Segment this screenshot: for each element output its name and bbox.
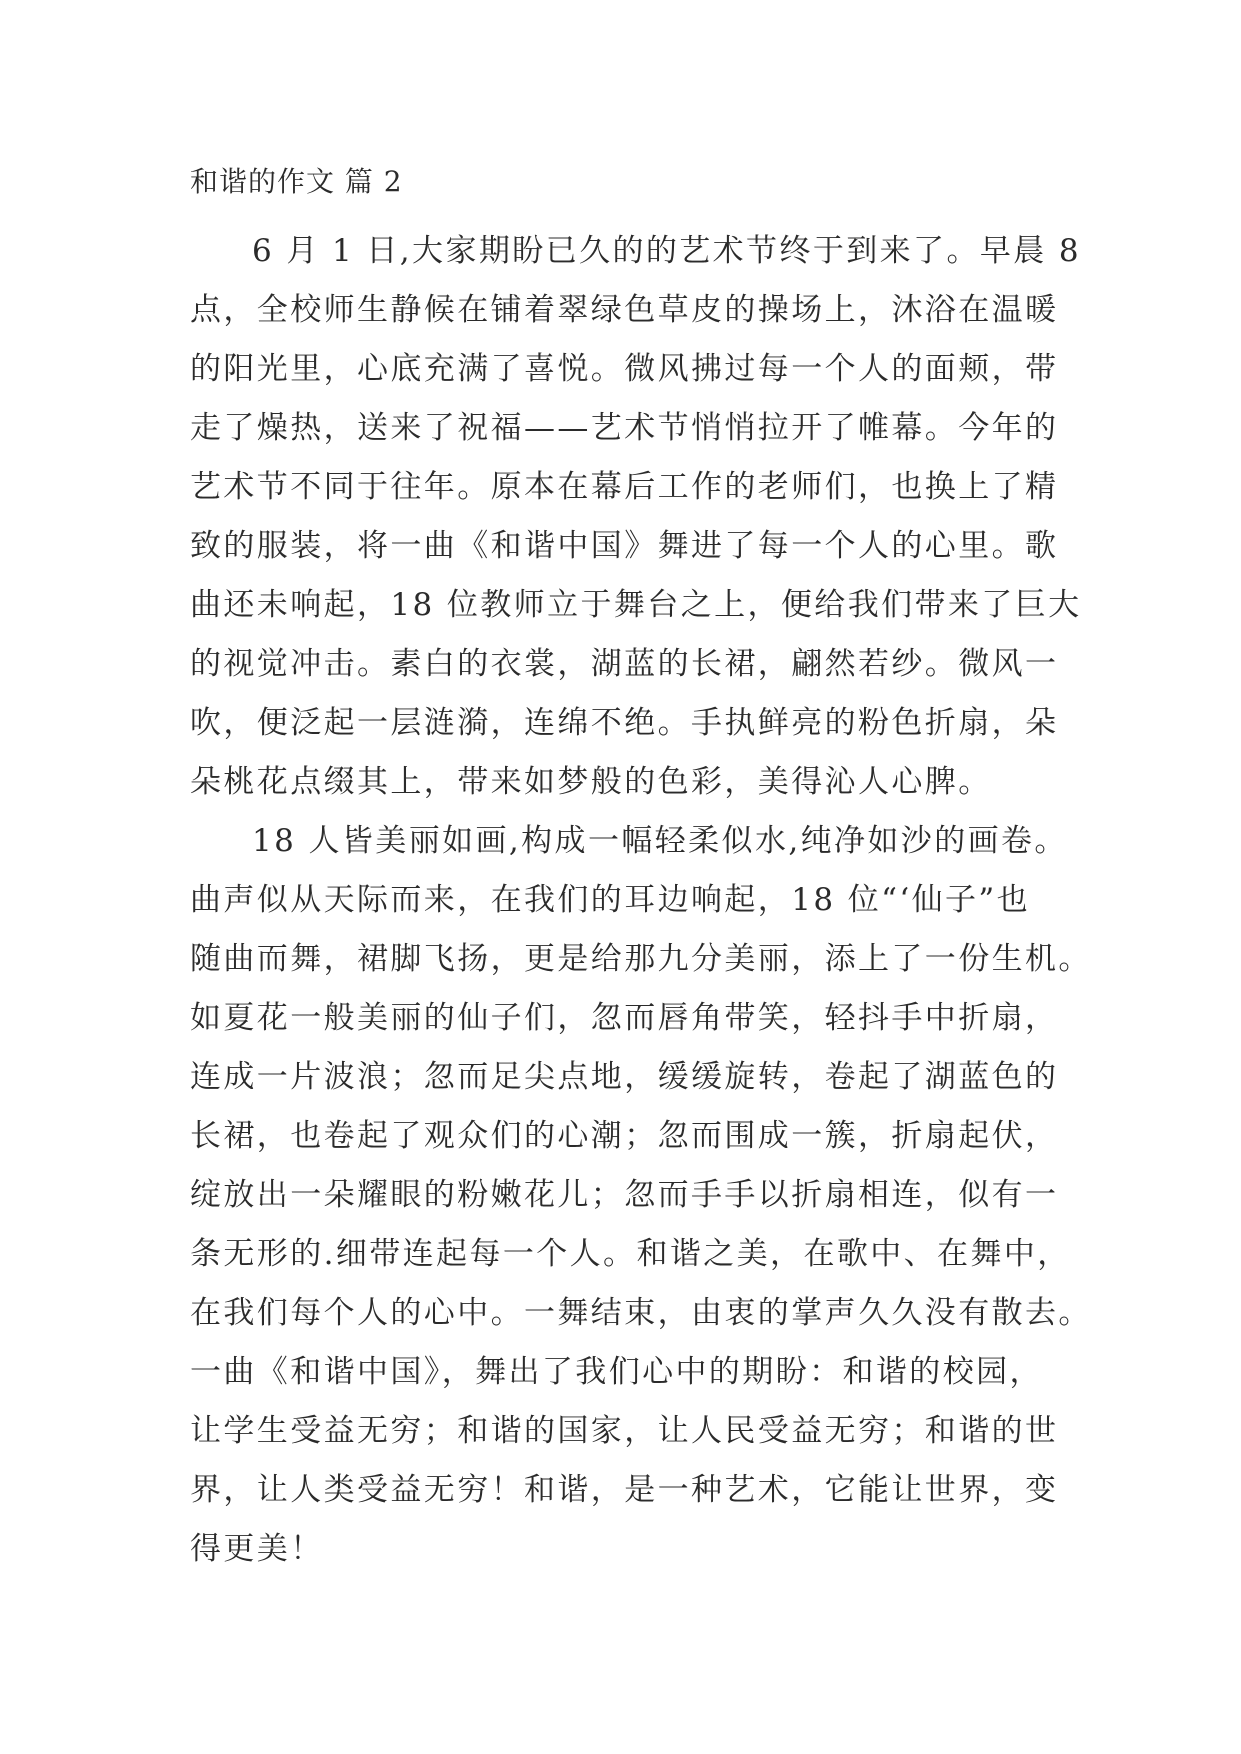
paragraph-line: 如夏花一般美丽的仙子们，忽而唇角带笑，轻抖手中折扇，	[190, 1000, 1059, 1036]
paragraph-1	[190, 222, 1082, 812]
paragraph-line: 18 人皆美丽如画,构成一幅轻柔似水,纯净如沙的画卷。	[252, 823, 1068, 859]
paragraph-line: 吹，便泛起一层涟漪，连绵不绝。手执鲜亮的粉色折扇，朵	[190, 705, 1059, 741]
paragraph-line: 让学生受益无穷；和谐的国家，让人民受益无穷；和谐的世	[190, 1413, 1059, 1449]
essay-title: 和谐的作文 篇 2	[190, 165, 403, 198]
paragraph-line: 一曲《和谐中国》，舞出了我们心中的期盼：和谐的校园，	[190, 1354, 1043, 1390]
paragraph-line: 艺术节不同于往年。原本在幕后工作的老师们，也换上了精	[190, 469, 1059, 505]
paragraph-line: 点，全校师生静候在铺着翠绿色草皮的操场上，沐浴在温暖	[190, 292, 1059, 328]
essay-body	[190, 162, 1092, 1579]
paragraph-line: 条无形的.细带连起每一个人。和谐之美，在歌中、在舞中，	[190, 1236, 1071, 1272]
paragraph-line: 致的服装，将一曲《和谐中国》舞进了每一个人的心里。歌	[190, 528, 1059, 564]
paragraph-line: 曲还未响起，18 位教师立于舞台之上，便给我们带来了巨大	[190, 587, 1082, 623]
paragraph-line: 6 月 1 日,大家期盼已久的的艺术节终于到来了。早晨 8	[252, 233, 1082, 269]
paragraph-line: 连成一片波浪；忽而足尖点地，缓缓旋转，卷起了湖蓝色的	[190, 1059, 1059, 1095]
paragraph-2	[190, 812, 1092, 1579]
paragraph-line: 随曲而舞，裙脚飞扬，更是给那九分美丽，添上了一份生机。	[190, 941, 1092, 977]
paragraph-line: 长裙，也卷起了观众们的心潮；忽而围成一簇，折扇起伏，	[190, 1118, 1059, 1154]
paragraph-line: 在我们每个人的心中。一舞结束，由衷的掌声久久没有散去。	[190, 1295, 1092, 1331]
paragraph-line: 绽放出一朵耀眼的粉嫩花儿；忽而手手以折扇相连，似有一	[190, 1177, 1059, 1213]
paragraph-line: 曲声似从天际而来，在我们的耳边响起，18 位“‘仙子”也	[190, 882, 1031, 918]
paragraph-line: 的视觉冲击。素白的衣裳，湖蓝的长裙，翩然若纱。微风一	[190, 646, 1059, 682]
paragraph-line: 走了燥热，送来了祝福——艺术节悄悄拉开了帷幕。今年的	[190, 410, 1059, 446]
paragraph-line: 朵桃花点缀其上，带来如梦般的色彩，美得沁人心脾。	[190, 764, 992, 800]
paragraph-line: 界，让人类受益无穷！和谐，是一种艺术，它能让世界，变	[190, 1472, 1059, 1508]
paragraph-line: 的阳光里，心底充满了喜悦。微风拂过每一个人的面颊，带	[190, 351, 1059, 387]
paragraph-line: 得更美！	[190, 1531, 324, 1567]
